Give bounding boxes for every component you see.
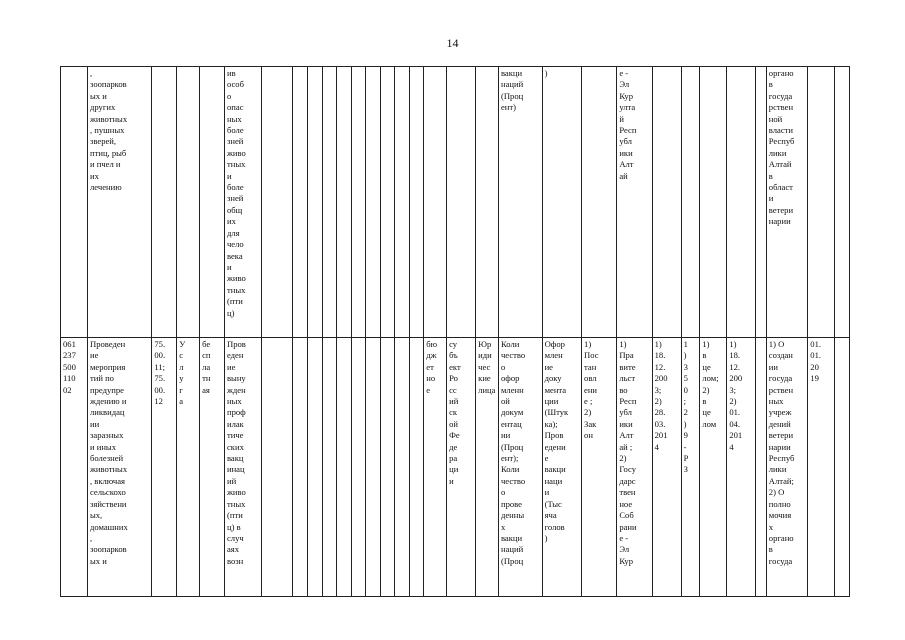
cell	[409, 67, 424, 338]
cell: )	[542, 67, 581, 338]
cell	[756, 338, 766, 597]
cell: Пров еден ие выну жден ных проф илак тиче ских вакц инац ий живо тных (пти ц) в случ аях возн	[224, 338, 261, 597]
table-row	[61, 67, 850, 338]
cell	[835, 67, 850, 338]
cell	[322, 338, 337, 597]
cell: 1 ) 3 5 0 ; 2 ) 9 - Р З	[681, 338, 700, 597]
cell	[366, 338, 381, 597]
cell	[681, 67, 700, 338]
cell	[177, 67, 200, 338]
cell	[727, 67, 756, 338]
cell	[337, 338, 352, 597]
cell: Коли чество о офор мленн ой докум ентац ии (Проц ент); Коли чество о прове денны х вакци наций (Проц	[498, 338, 542, 597]
cell	[366, 67, 381, 338]
cell	[152, 67, 177, 338]
cell: Офор млен ие доку мента ции (Штук ка); Пров едени е вакци наци и (Тыс яча голов )	[542, 338, 581, 597]
cell	[395, 338, 410, 597]
cell	[700, 67, 727, 338]
cell	[200, 67, 225, 338]
cell: е - Эл Кур улта й Респ убл ики Алт ай	[617, 67, 652, 338]
table-row	[61, 338, 850, 597]
cell	[380, 67, 395, 338]
cell: бю дж ет но е	[424, 338, 447, 597]
cell	[322, 67, 337, 338]
cell	[308, 338, 323, 597]
cell	[293, 338, 308, 597]
cell	[337, 67, 352, 338]
cell	[262, 67, 293, 338]
cell	[835, 338, 850, 597]
cell: 1) в це лом; 2) в це лом	[700, 338, 727, 597]
cell	[409, 338, 424, 597]
cell: 1) 18. 12. 200 3; 2) 01. 04. 201 4	[727, 338, 756, 597]
cell	[447, 67, 476, 338]
registry-table	[60, 66, 850, 597]
cell: 01. 01. 20 19	[808, 338, 835, 597]
cell: , зоопарков ых и других животных , пушных зверей, птиц, рыб и пчел и их лечению	[87, 67, 151, 338]
cell	[61, 67, 88, 338]
cell: ив особ о опас ных боле зней живо тных и боле зней общ их для чело века и живо тных (пти ц)	[224, 67, 261, 338]
cell: 1) Пра вите льст во Респ убл ики Алт ай ; 2) Госу дарс твен ное Соб рани е - Эл Кур	[617, 338, 652, 597]
cell	[351, 338, 366, 597]
cell	[652, 67, 681, 338]
cell	[351, 67, 366, 338]
cell: су бъ ект Ро сс ий ск ой Фе де ра ци и	[447, 338, 476, 597]
cell	[582, 67, 617, 338]
cell: бе сп ла тн ая	[200, 338, 225, 597]
cell	[293, 67, 308, 338]
cell	[756, 67, 766, 338]
cell	[476, 67, 499, 338]
cell: 1) 18. 12. 200 3; 2) 28. 03. 201 4	[652, 338, 681, 597]
cell	[308, 67, 323, 338]
cell	[424, 67, 447, 338]
page-number: 14	[446, 36, 459, 50]
cell: 1) О создан ии госуда рствен ных учреж дений ветери нарии Респуб лики Алтай; 2) О полно мочия х органо в госуда	[766, 338, 808, 597]
cell: Юр иди чес кие лица	[476, 338, 499, 597]
cell	[395, 67, 410, 338]
cell: вакци наций (Проц ент)	[498, 67, 542, 338]
cell: 061 237 500 110 02	[61, 338, 88, 597]
cell: Проведен ие мероприя тий по предупре ждению и ликвидац ии заразных и иных болезней животных , включая сельскохо зяйствени ых, домашних , зоопарков ых и	[87, 338, 151, 597]
cell: 75. 00. 11; 75. 00. 12	[152, 338, 177, 597]
cell: 1) Пос тан овл ени е ; 2) Зак он	[582, 338, 617, 597]
cell	[808, 67, 835, 338]
cell	[262, 338, 293, 597]
cell	[380, 338, 395, 597]
cell: У с л у г а	[177, 338, 200, 597]
cell: органо в госуда рствен ной власти Респуб лики Алтай в област и ветери нарии	[766, 67, 808, 338]
